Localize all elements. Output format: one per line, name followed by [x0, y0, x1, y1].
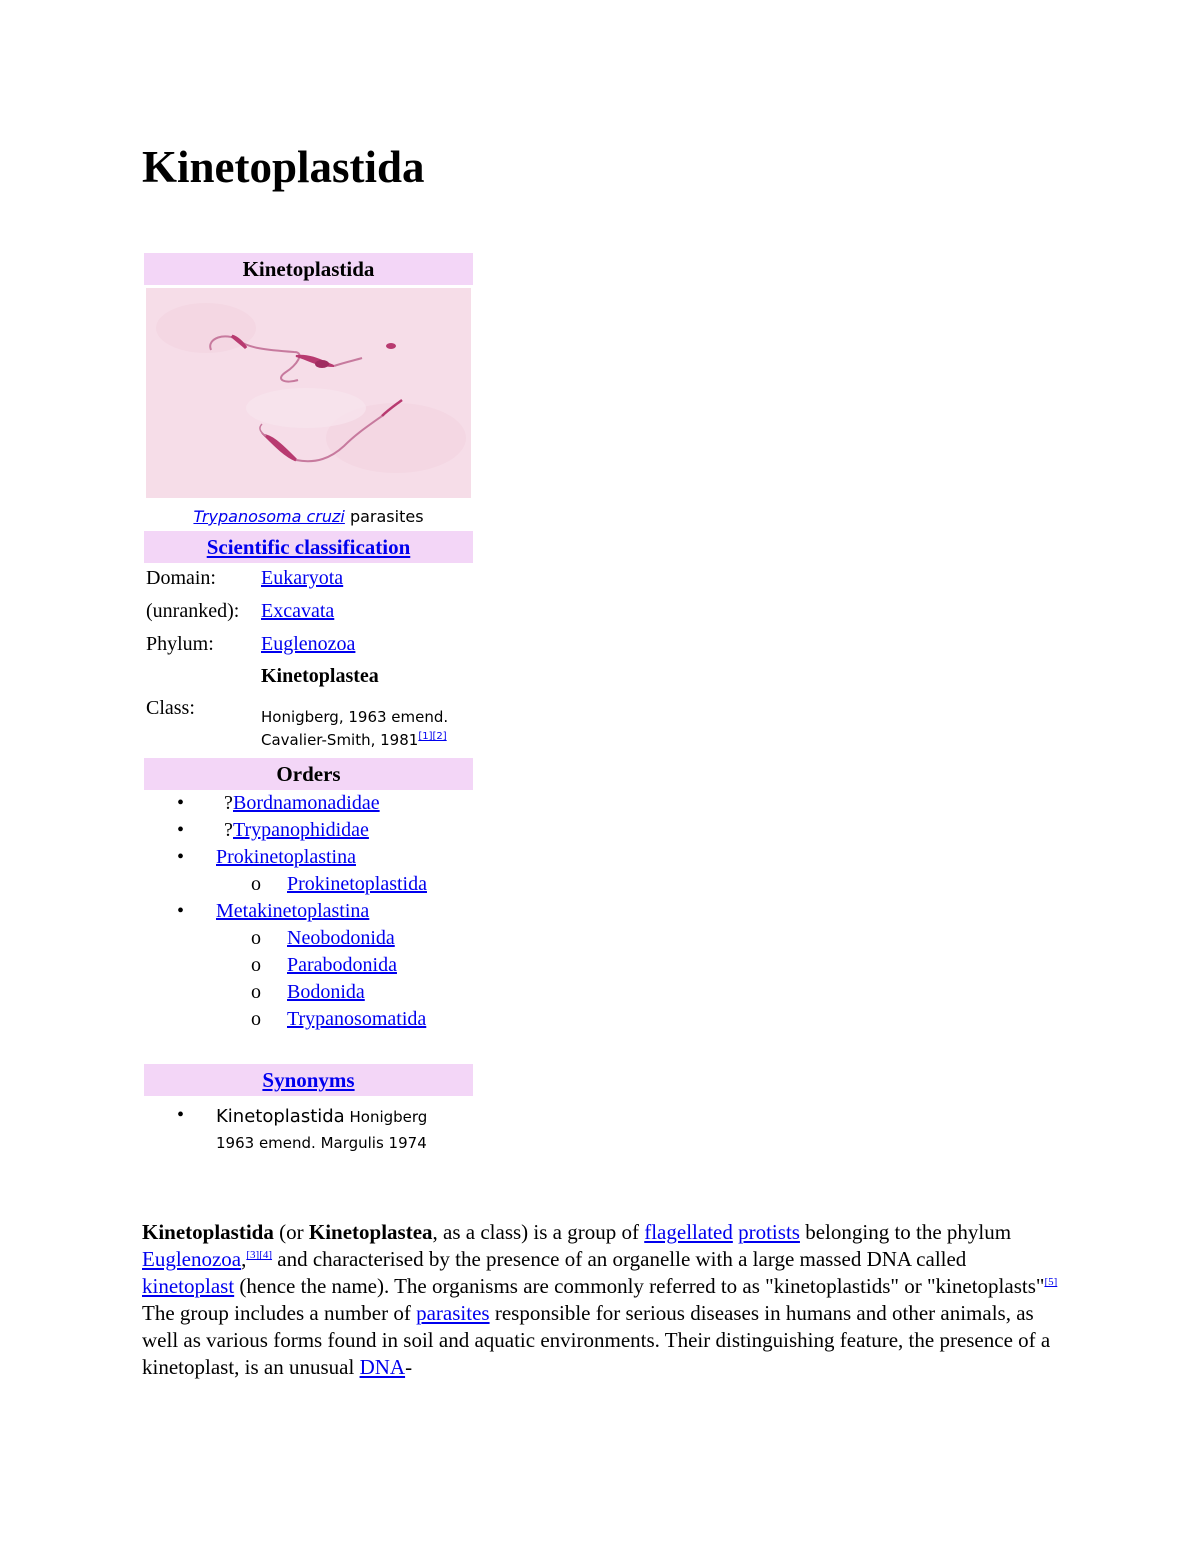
bullet: • [177, 900, 185, 922]
authority-line: Cavalier-Smith, 1981 [261, 731, 419, 749]
bullet: o [251, 954, 261, 976]
list-item [144, 898, 473, 925]
order-link[interactable]: Bodonida [287, 981, 365, 1003]
synonym-authority: 1963 emend. Margulis 1974 [216, 1134, 427, 1152]
citation-link[interactable]: [5] [1044, 1276, 1058, 1288]
class-name: Kinetoplastea [261, 665, 379, 687]
bullet: • [177, 792, 185, 814]
citation-link[interactable]: [3][4] [246, 1249, 273, 1261]
taxobox [144, 253, 473, 1156]
taxon-link[interactable]: Euglenozoa [261, 633, 356, 655]
caption-text: parasites [344, 507, 424, 526]
text-run: and characterised by the presence of an organelle with a large massed DNA called [272, 1247, 967, 1271]
text-run: , [241, 1247, 247, 1271]
orders-header: Orders [144, 758, 473, 790]
link-dna[interactable]: DNA [359, 1355, 406, 1379]
classification-row-unranked [144, 596, 473, 629]
list-item [144, 952, 473, 979]
text-run: responsible for serious diseases in humans and other animals, as well as various forms found in soil and aquatic environments. Their distinguishing feature, the presence of a kinetoplast, is an unusual [142, 1301, 1051, 1379]
synonym-authority: Honigberg [344, 1108, 428, 1126]
text-run: (hence the name). The organisms are commonly referred to as "kinetoplastids" or "kinetoplasts" [234, 1274, 1045, 1298]
link-protists[interactable]: protists [738, 1220, 800, 1244]
classification-row-class [144, 662, 473, 758]
image-caption [144, 507, 473, 531]
intro-paragraph [142, 1219, 1062, 1381]
rank-label: Phylum: [146, 633, 214, 655]
link-euglenozoa[interactable]: Euglenozoa [142, 1247, 242, 1271]
list-item [144, 844, 473, 871]
order-link[interactable]: Bordnamonadidae [233, 792, 380, 814]
list-item [144, 871, 473, 898]
uncertain-marker: ? [224, 792, 233, 814]
rank-label: Class: [146, 697, 195, 719]
classification-link[interactable]: Scientific classification [206, 535, 411, 559]
page-title: Kinetoplastida [142, 142, 425, 192]
text-run: , as a class) is a group of [432, 1220, 645, 1244]
order-link[interactable]: Prokinetoplastida [287, 873, 427, 895]
list-item [144, 790, 473, 817]
class-authority [261, 706, 471, 752]
bullet: • [177, 1104, 185, 1126]
order-link[interactable]: Metakinetoplastina [216, 900, 370, 922]
list-item [144, 979, 473, 1006]
order-link[interactable]: Trypanosomatida [287, 1008, 427, 1030]
list-item [144, 817, 473, 844]
orders-list [144, 790, 473, 1033]
classification-row-phylum [144, 629, 473, 662]
order-link[interactable]: Prokinetoplastina [216, 846, 356, 868]
bullet: o [251, 927, 261, 949]
text-run: The group includes a number of [142, 1301, 417, 1325]
synonym-name: Kinetoplastida [216, 1106, 345, 1127]
link-flagellated[interactable]: flagellated [644, 1220, 733, 1244]
order-link[interactable]: Trypanophididae [233, 819, 369, 841]
trypanosoma-micrograph [146, 288, 471, 498]
text-run: - [405, 1355, 413, 1379]
list-item [144, 1006, 473, 1033]
taxobox-header: Kinetoplastida [144, 253, 473, 285]
rank-label: (unranked): [146, 600, 240, 622]
bold-term: Kinetoplastea [308, 1220, 433, 1244]
bold-term: Kinetoplastida [142, 1220, 274, 1244]
bullet: o [251, 981, 261, 1003]
classification-row-domain [144, 563, 473, 596]
authority-line: Honigberg, 1963 emend. [261, 708, 449, 726]
uncertain-marker: ? [224, 819, 233, 841]
classification-header [144, 531, 473, 563]
link-kinetoplast[interactable]: kinetoplast [142, 1274, 235, 1298]
caption-link[interactable]: Trypanosoma cruzi [193, 507, 345, 526]
taxon-link[interactable]: Eukaryota [261, 567, 344, 589]
synonyms-link[interactable]: Synonyms [262, 1068, 355, 1092]
bullet: o [251, 1008, 261, 1030]
text-run: belonging to the phylum [799, 1220, 1012, 1244]
synonym-item [216, 1104, 466, 1156]
citation-link[interactable]: [1][2] [418, 731, 447, 742]
bullet: o [251, 873, 261, 895]
bullet: • [177, 819, 185, 841]
synonyms-list [144, 1096, 473, 1156]
taxobox-image[interactable] [146, 288, 471, 498]
order-link[interactable]: Neobodonida [287, 927, 395, 949]
order-link[interactable]: Parabodonida [287, 954, 397, 976]
bullet: • [177, 846, 185, 868]
link-parasites[interactable]: parasites [416, 1301, 490, 1325]
list-item [144, 925, 473, 952]
text-run: (or [273, 1220, 309, 1244]
taxon-link[interactable]: Excavata [261, 600, 335, 622]
synonyms-header [144, 1064, 473, 1096]
rank-label: Domain: [146, 567, 216, 589]
